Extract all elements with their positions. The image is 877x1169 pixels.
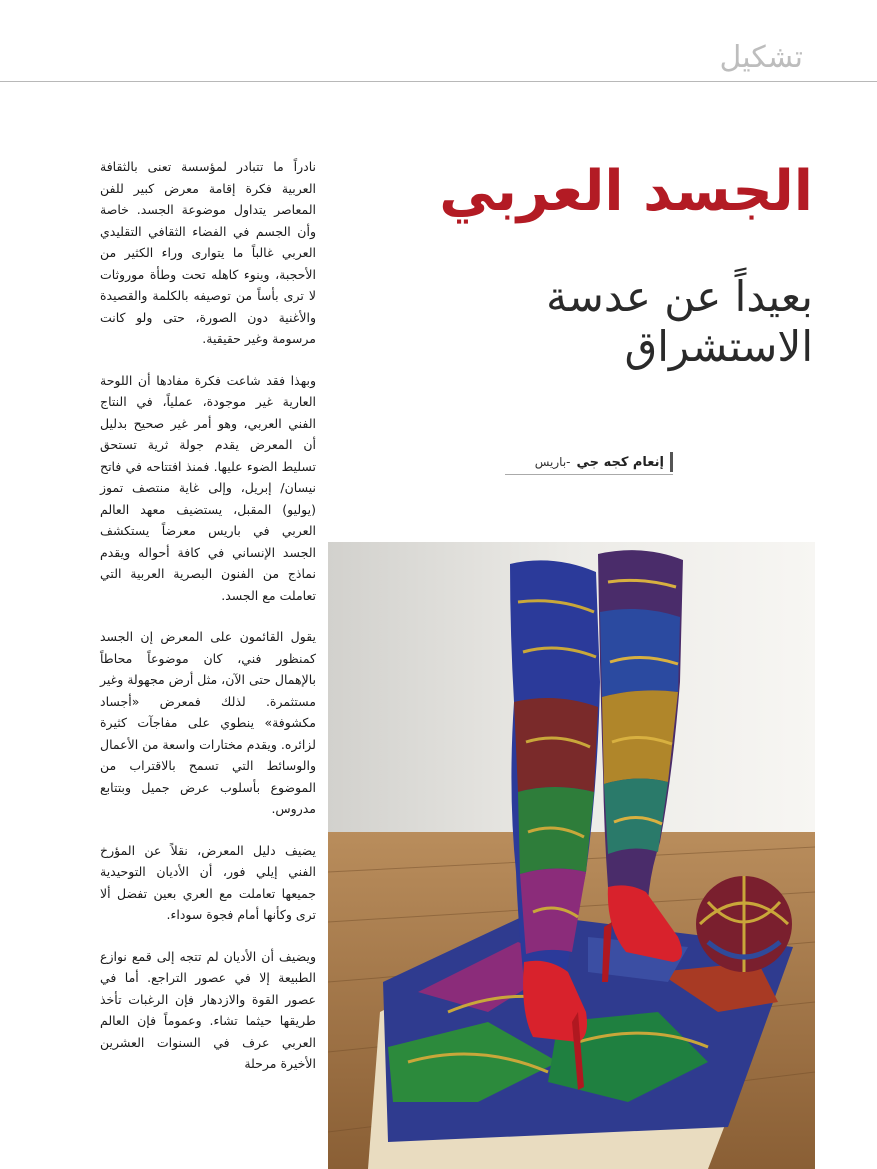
article-title: الجسد العربي [439, 159, 813, 224]
body-paragraph: نادراً ما تتبادر لمؤسسة تعنى بالثقافة العربية فكرة إقامة معرض كبير للفن المعاصر يتداول موضوعة الجسد. خاصة وأن الجسم في الفضاء الثقافي التقليدي العربي غالباً ما يتوارى وراء الكثير من الأحجبة، وينوء كاهله تحت وطأة موروثات لا ترى بأساً من توصيفه بالكلمة والقصيدة والأغنية دون الصورة، حتى ولو كانت مرسومة وغير حقيقية. [100, 159, 316, 346]
header-rule [0, 81, 877, 82]
body-paragraph: ويضيف أن الأديان لم تتجه إلى قمع نوازع الطبيعة إلا في عصور التراجع. أما في عصور القوة والازدهار فإن الرغبات تأخذ طريقها حيثما تشاء. وعموماً فإن العالم العربي عرف في السنوات العشرين الأخيرة مرحلة [100, 948, 316, 1071]
byline-place: -باريس [534, 455, 571, 469]
body-paragraph: يقول القائمون على المعرض إن الجسد كمنظور فني، كان موضوعاً محاطاً بالإهمال حتى الآن، مثل أرض مجهولة وغير مستثمرة. لذلك فمعرض «أجساد مكشوفة» ينطوي على مفاجآت كثيرة لزائره. ويقدم مختارات واسعة من الأعمال والوسائط التي تسمح بالاقتراب من الموضوع بأسلوب عرض جميل وبتتابع مدروس. [100, 629, 316, 816]
byline [505, 450, 673, 475]
body-paragraph: يضيف دليل المعرض، نقلاً عن المؤرخ الفني إيلي فور، أن الأديان التوحيدية جميعها تعاملت مع العري بعين تفضل ألا ترى وكأنها أمام فجوة سوداء. [100, 842, 316, 922]
byline-bar [670, 452, 673, 472]
body-paragraph: وبهذا فقد شاعت فكرة مفادها أن اللوحة العارية غير موجودة، عملياً، في النتاج الفني العربي، وهو أمر غير صحيح بدليل أن المعرض يقدم جولة ثرية تستحق تسليط الضوء عليها. فمنذ افتتاحه في فاتح نيسان/ إبريل، وإلى غاية منتصف تموز (يوليو) المقبل، يستضيف معهد العالم العربي في باريس معرضاً يستكشف الجسد الإنساني في كافة أحواله ويقدم نماذج من الفنون البصرية العربية التي تعاملت مع الجسد. [100, 372, 316, 603]
article-subtitle: بعيداً عن عدسة الاستشراق [546, 272, 813, 372]
section-label: تشكيل [719, 40, 803, 75]
artwork-photo [328, 542, 815, 1169]
article-body [100, 156, 316, 1095]
byline-author: إنعام كجه جي [576, 454, 664, 470]
